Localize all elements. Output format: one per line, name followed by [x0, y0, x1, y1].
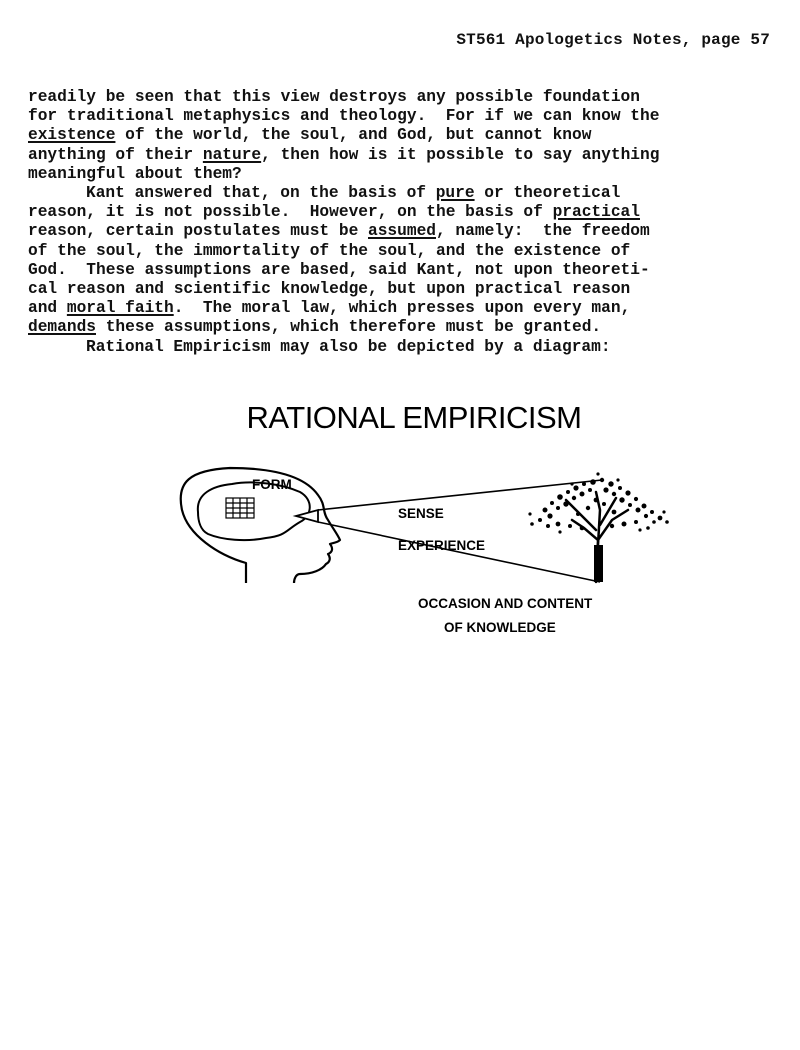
text-line: cal reason and scientific knowledge, but upon practical reason	[28, 280, 631, 299]
experience-label: EXPERIENCE	[398, 538, 486, 553]
text-segment: , namely: the freedom	[436, 222, 650, 241]
text-line: God. These assumptions are based, said Kant, not upon theoreti-	[28, 260, 650, 279]
text-line: of the soul, the immortality of the soul, and the existence of	[28, 241, 631, 260]
text-segment: these assumptions, which therefore must be granted.	[96, 318, 602, 337]
underlined-word: nature	[202, 145, 262, 164]
text-segment: , then how is it possible to say anything	[261, 145, 660, 164]
text-segment: . The moral law, which presses upon every man,	[173, 299, 631, 318]
underlined-word: moral faith	[66, 299, 174, 318]
form-label: FORM	[252, 477, 292, 492]
eye-icon	[296, 510, 318, 522]
tree-icon	[528, 472, 668, 582]
text-segment: reason, certain postulates must be	[28, 222, 368, 241]
caption-line-2: OF KNOWLEDGE	[444, 620, 556, 635]
text-line: Rational Empiricism may also be depicted by a diagram:	[86, 337, 611, 356]
page-header: ST561 Apologetics Notes, page 57	[456, 31, 770, 49]
text-segment: and	[28, 299, 67, 318]
text-segment: anything of their	[28, 145, 203, 164]
diagram-title: RATIONAL EMPIRICISM	[246, 400, 582, 435]
caption-line-1: OCCASION AND CONTENT	[418, 596, 593, 611]
text-line: readily be seen that this view destroys any possible foundation	[28, 88, 640, 106]
underlined-word: practical	[552, 203, 640, 222]
underlined-word: assumed	[368, 222, 436, 241]
underlined-word: existence	[28, 126, 116, 145]
text-segment: of the world, the soul, and God, but cannot know	[115, 126, 592, 145]
text-segment: reason, it is not possible. However, on the basis of	[28, 203, 553, 222]
text-segment: Kant answered that, on the basis of	[86, 184, 436, 203]
text-segment: or theoretical	[474, 184, 621, 203]
text-line: meaningful about them?	[28, 164, 242, 183]
grid-icon	[226, 498, 254, 518]
underlined-word: pure	[435, 184, 475, 203]
underlined-word: demands	[28, 318, 96, 337]
sense-label: SENSE	[398, 506, 444, 521]
text-line: for traditional metaphysics and theology. For if we can know the	[28, 107, 660, 126]
